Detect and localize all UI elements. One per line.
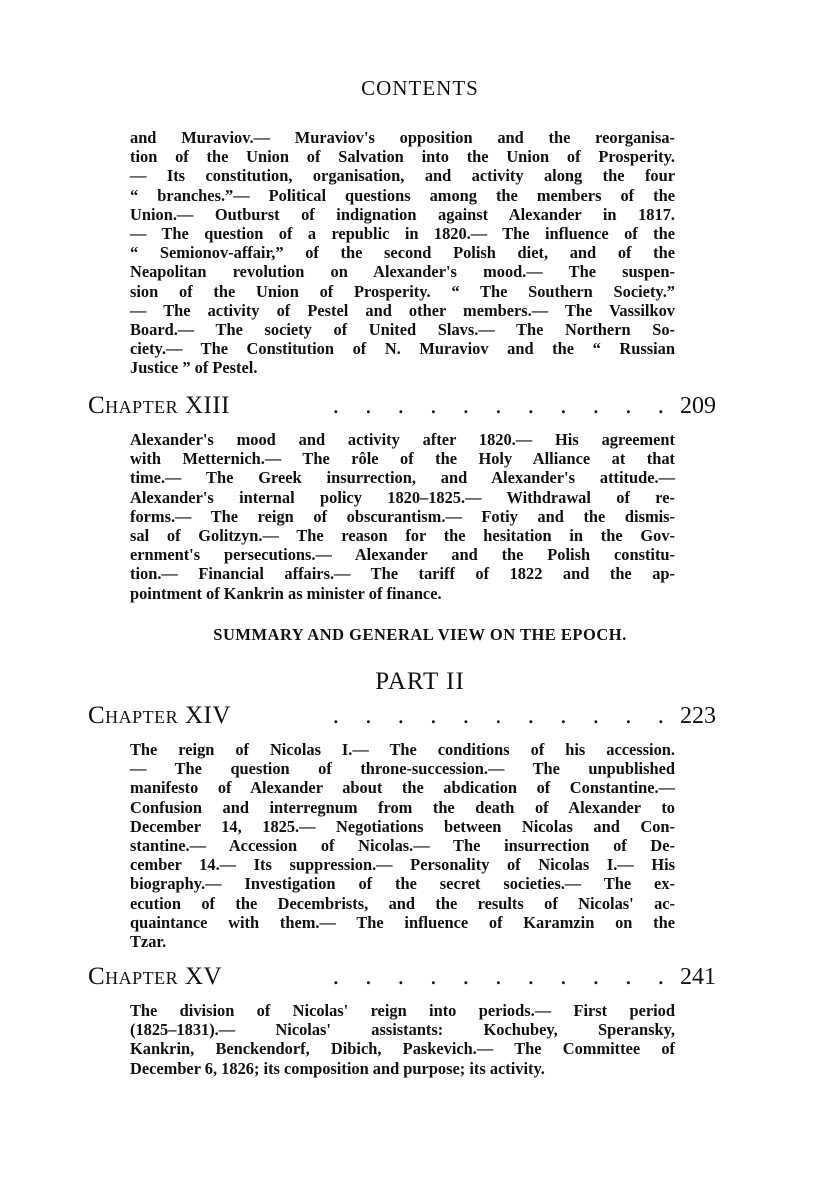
chapter-heading-xiv [88, 702, 716, 736]
chapter-heading-xv [88, 963, 716, 997]
chapter-summary-xiii [130, 430, 675, 603]
text-line: Board.— The society of United Slavs.— The Northern So- [130, 320, 675, 340]
dot-leader: . . . . . . . . . . . [332, 702, 674, 729]
text-line: Neapolitan revolution on Alexander's mood.— The suspen- [130, 262, 675, 282]
text-line: The division of Nicolas' reign into periods.— First period [130, 1001, 675, 1020]
page-number: 223 [680, 703, 716, 729]
chapter-summary-xv [130, 1001, 675, 1078]
text-line: The reign of Nicolas I.— The conditions of his accession. [130, 740, 675, 759]
text-line: ernment's persecutions.— Alexander and the Polish constitu- [130, 545, 675, 565]
text-line: sion of the Union of Prosperity. “ The Southern Society.” [130, 281, 675, 301]
text-line: December 14, 1825.— Negotiations between Nicolas and Con- [130, 816, 675, 836]
text-line: — The question of throne-succession.— The unpublished [130, 759, 675, 779]
text-line: sal of Golitzyn.— The reason for the hesitation in the Gov- [130, 526, 675, 546]
part-heading: PART II [375, 668, 465, 695]
text-line: “ branches.”— Political questions among the members of the [130, 185, 675, 205]
text-line: tion.— Financial affairs.— The tariff of 1822 and the ap- [130, 564, 675, 584]
text-line: — The activity of Pestel and other members.— The Vassilkov [130, 300, 675, 320]
text-line: Union.— Outburst of indignation against Alexander in 1817. [130, 204, 675, 224]
dot-leader: . . . . . . . . . . . [332, 392, 674, 419]
text-line: December 6, 1826; its composition and purpose; its activity. [130, 1058, 545, 1078]
intro-summary [130, 128, 675, 378]
text-line: biography.— Investigation of the secret societies.— The ex- [130, 874, 675, 894]
dot-leader: . . . . . . . . . . . [332, 963, 674, 990]
text-line: — The question of a republic in 1820.— The influence of the [130, 224, 675, 244]
summary-heading: SUMMARY AND GENERAL VIEW ON THE EPOCH. [213, 625, 627, 644]
page-number: 241 [680, 964, 716, 990]
chapter-word: Chapter XV [88, 963, 223, 990]
text-line: tion of the Union of Salvation into the Union of Prosperity. [130, 147, 675, 167]
text-line: forms.— The reign of obscurantism.— Fotiy and the dismis- [130, 506, 675, 526]
text-line: Confusion and interregnum from the death of Alexander to [130, 797, 675, 817]
text-line: and Muraviov.— Muraviov's opposition and the reorganisa- [130, 128, 675, 147]
text-line: (1825–1831).— Nicolas' assistants: Kochubey, Speransky, [130, 1020, 675, 1040]
text-line: manifesto of Alexander about the abdication of Constantine.— [130, 778, 675, 798]
text-line: cember 14.— Its suppression.— Personality of Nicolas I.— His [130, 855, 675, 875]
text-line: ciety.— The Constitution of N. Muraviov and the “ Russian [130, 339, 675, 359]
text-line: Kankrin, Benckendorf, Dibich, Paskevich.— The Committee of [130, 1039, 675, 1059]
text-line: ecution of the Decembrists, and the results of Nicolas' ac- [130, 893, 675, 913]
page-number: 209 [680, 393, 716, 419]
chapter-summary-xiv [130, 740, 675, 951]
chapter-word: Chapter XIV [88, 702, 231, 729]
text-line: Justice ” of Pestel. [130, 358, 258, 378]
running-header: CONTENTS [361, 76, 479, 100]
chapter-word: Chapter XIII [88, 392, 230, 419]
text-line: quaintance with them.— The influence of Karamzin on the [130, 912, 675, 932]
text-line: time.— The Greek insurrection, and Alexander's attitude.— [130, 468, 675, 488]
text-line: Tzar. [130, 932, 167, 952]
text-line: Alexander's internal policy 1820–1825.— Withdrawal of re- [130, 487, 675, 507]
text-line: — Its constitution, organisation, and activity along the four [130, 166, 675, 186]
text-line: Alexander's mood and activity after 1820.— His agreement [130, 430, 675, 449]
text-line: pointment of Kankrin as minister of finance. [130, 583, 442, 603]
text-line: stantine.— Accession of Nicolas.— The insurrection of De- [130, 836, 675, 856]
chapter-heading-xiii [88, 392, 716, 426]
text-line: with Metternich.— The rôle of the Holy Alliance at that [130, 449, 675, 469]
text-line: “ Semionov-affair,” of the second Polish diet, and of the [130, 243, 675, 263]
